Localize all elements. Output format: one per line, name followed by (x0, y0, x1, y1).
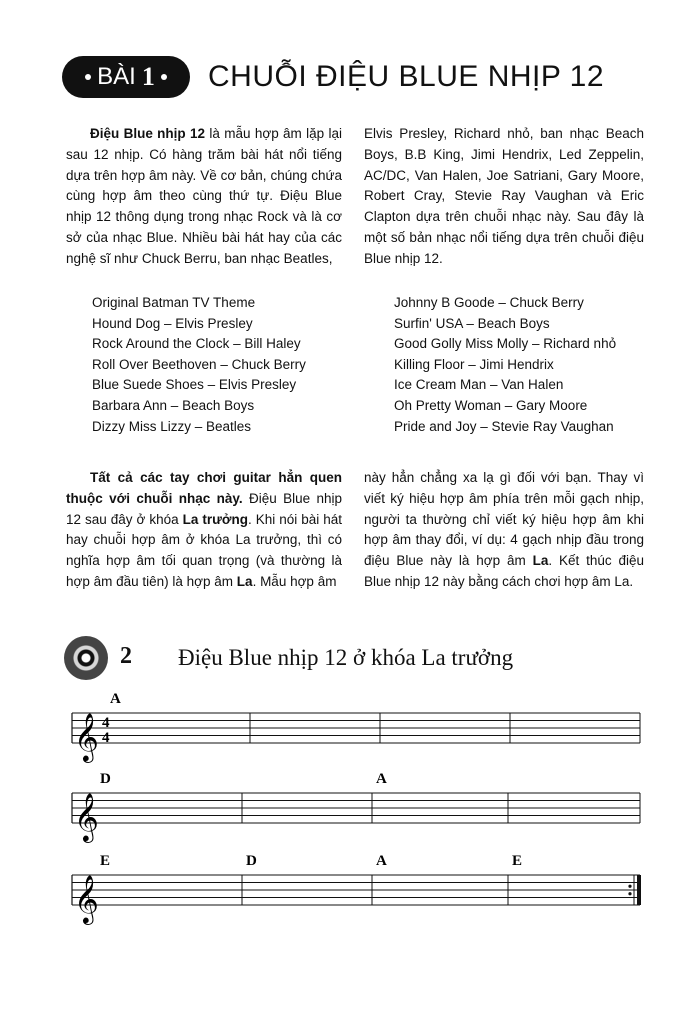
badge-number: 1 (141, 62, 155, 91)
repeat-dot (628, 892, 631, 895)
cd-icon (64, 636, 108, 680)
song-item: Surfin' USA – Beach Boys (394, 315, 550, 331)
second-text-1: Điệu Blue nhịp 12 sau đây ở khóa (66, 490, 343, 527)
treble-clef-icon: 𝄞 (74, 712, 99, 761)
chord-symbol: A (376, 771, 387, 787)
second-text-right-2: . Kết thúc điệu Blue nhịp 12 này bằng cách chơi hợp âm La. (364, 553, 644, 589)
chord-symbol: E (100, 853, 111, 869)
second-paragraph-left (66, 468, 342, 593)
song-item: Johnny B Goode – Chuck Berry (394, 295, 584, 310)
song-item: Killing Floor – Jimi Hendrix (394, 356, 554, 372)
second-bold-3: La (236, 573, 253, 589)
intro-term: Điệu Blue nhịp 12 (90, 126, 206, 141)
song-item: Oh Pretty Woman – Gary Moore (394, 397, 588, 413)
song-item: Blue Suede Shoes – Elvis Presley (92, 377, 297, 393)
song-item: Good Golly Miss Molly – Richard nhỏ (394, 336, 617, 352)
badge-label: BÀI (97, 63, 136, 90)
page-title: CHUỖI ĐIỆU BLUE NHỊP 12 (208, 60, 605, 93)
treble-clef-icon: 𝄞 (74, 792, 99, 841)
intro-text-left: là mẫu hợp âm lặp lại sau 12 nhịp. Có hàng trăm bài hát nổi tiếng dựa trên hợp âm này. Về cơ bản, chúng chứa cùng hợp âm theo cùng thứ tự. Điệu Blue nhịp 12 thông dụng trong nhạc Rock và là cơ sở của nhạc Blue. Nhiều bài hát hay của các nghệ sĩ như Chuck Berru, ban nhạc Beatles, (66, 126, 342, 266)
badge-dot-left (85, 74, 91, 80)
treble-clef-icon: 𝄞 (74, 874, 99, 923)
second-bold-2: La trưởng (182, 511, 248, 527)
song-list-left (92, 293, 306, 437)
song-item: Ice Cream Man – Van Halen (394, 377, 564, 393)
second-bold-1: Tất cả các tay chơi guitar hẳn quen thuộc với chuỗi nhạc này. (66, 470, 342, 506)
song-item: Pride and Joy – Stevie Ray Vaughan (394, 418, 614, 434)
song-item: Barbara Ann – Beach Boys (92, 397, 255, 413)
second-text-2: . Khi nói bài hát hay chuỗi hợp âm ở khóa La trưởng, thì có nghĩa hợp âm tối quan trọng (và thường là hợp âm đầu tiên) là hợp âm (66, 511, 342, 589)
second-bold-right: La (532, 553, 549, 569)
song-item: Rock Around the Clock – Bill Haley (92, 336, 301, 352)
lesson-badge (62, 56, 190, 98)
song-item: Dizzy Miss Lizzy – Beatles (92, 418, 252, 434)
final-thick-bar (637, 875, 641, 905)
repeat-dot (628, 885, 631, 888)
intro-paragraph-right: Elvis Presley, Richard nhỏ, ban nhạc Beach Boys, B.B King, Jimi Hendrix, Led Zeppelin, AC/DC, Van Halen, Joe Satriani, Gary Moore, Robert Cray, Stevie Ray Vaughan và Eric Clapton dựa trên chuỗi nhạc này. Sau đây là một số bản nhạc nổi tiếng dựa trên chuỗi điệu Blue nhịp 12. (364, 126, 644, 266)
chord-symbol: D (246, 853, 257, 869)
track-title: Điệu Blue nhịp 12 ở khóa La trưởng (178, 645, 514, 670)
time-signature-top: 4 (102, 715, 110, 731)
song-item: Roll Over Beethoven – Chuck Berry (92, 356, 306, 372)
track-number: 2 (120, 643, 132, 669)
chord-symbol: A (376, 853, 387, 869)
song-list-right (394, 293, 616, 437)
time-signature-bottom: 4 (102, 730, 110, 746)
second-text-3: . Mẫu hợp âm (252, 573, 337, 589)
song-item: Hound Dog – Elvis Presley (92, 315, 253, 331)
intro-paragraph-left (66, 124, 342, 270)
song-item: Original Batman TV Theme (92, 295, 256, 310)
music-staves (0, 680, 700, 940)
badge-dot-right (161, 74, 167, 80)
second-text-right-1: này hẳn chẳng xa lạ gì đối với bạn. Thay vì viết ký hiệu hợp âm phía trên mỗi gạch nhịp, người ta thường chỉ viết ký hiệu hợp âm khi hợp âm thay đổi, ví dụ: 4 gạch nhịp đầu trong điệu Blue này là hợp âm (364, 470, 644, 569)
chord-symbol: D (100, 771, 111, 787)
second-paragraph-right (364, 468, 644, 593)
chord-symbol: A (110, 691, 121, 707)
chord-symbol: E (512, 853, 523, 869)
